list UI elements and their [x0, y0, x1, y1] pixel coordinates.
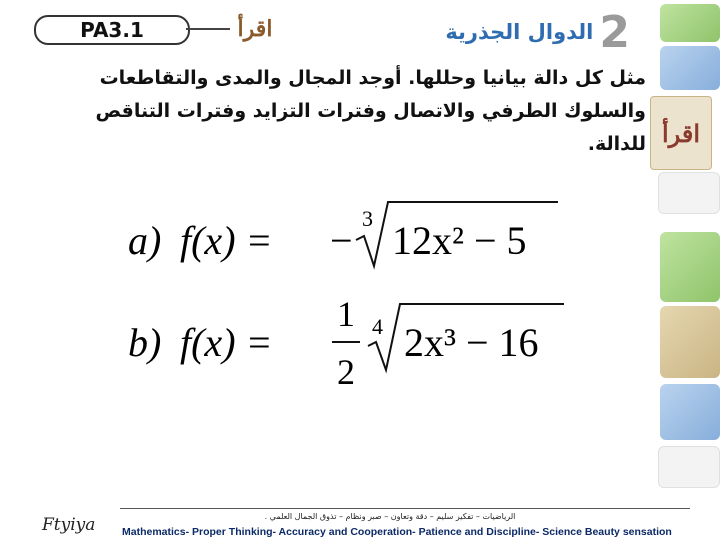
lesson-code: PA3.1 [80, 18, 144, 42]
problem-lhs-b: f(x) = [180, 320, 273, 365]
coefficient-numerator-b: 1 [337, 294, 355, 334]
problem-lhs-a: f(x) = [180, 218, 273, 263]
signature [40, 508, 120, 540]
formula-a [118, 196, 578, 276]
radicand-a: 12x² − 5 [392, 218, 527, 263]
root-index-a: 3 [362, 206, 373, 231]
decorative-tile [658, 446, 720, 488]
coefficient-denominator-b: 2 [337, 352, 355, 392]
footer-arabic: الرياضيات – تفكير سليم – دقة وتعاون – صبر ونظام – تذوق الجمال العلمي . [264, 512, 516, 521]
root-index-b: 4 [372, 314, 383, 339]
formula-b [118, 290, 578, 400]
footer-english: Mathematics- Proper Thinking- Accuracy and Cooperation- Patience and Discipline- Science Beauty sensation [122, 526, 672, 538]
chapter-title [445, 6, 630, 58]
header-logo-text: اقرأ [237, 16, 273, 42]
header-divider [186, 28, 230, 30]
decorative-tile [660, 46, 720, 90]
decorative-tile [660, 4, 720, 42]
decorative-tile [660, 384, 720, 440]
problem-label-b: b) [128, 320, 162, 365]
chapter-title-text: الدوال الجذرية [445, 20, 594, 44]
minus-sign-a: − [330, 218, 353, 263]
instruction-text: مثل كل دالة بيانيا وحللها. أوجد المجال والمدى والتقاطعات والسلوك الطرفي والاتصال وفترات التزايد وفترات التناقص للدالة. [95, 67, 646, 155]
footer-divider [120, 508, 690, 509]
decorative-tile-strip [660, 0, 720, 540]
decorative-tile [658, 172, 720, 214]
decorative-tile [660, 232, 720, 302]
decorative-tile [660, 306, 720, 378]
lesson-code-box [34, 15, 190, 45]
logo-text: اقرأ [661, 118, 701, 148]
signature-text: Ftyiya [42, 515, 96, 535]
header-logo [232, 6, 278, 52]
iqra-logo-tile [650, 96, 712, 170]
radicand-b: 2x³ − 16 [404, 320, 539, 365]
chapter-number: 2 [599, 6, 630, 58]
problem-label-a: a) [128, 218, 162, 263]
